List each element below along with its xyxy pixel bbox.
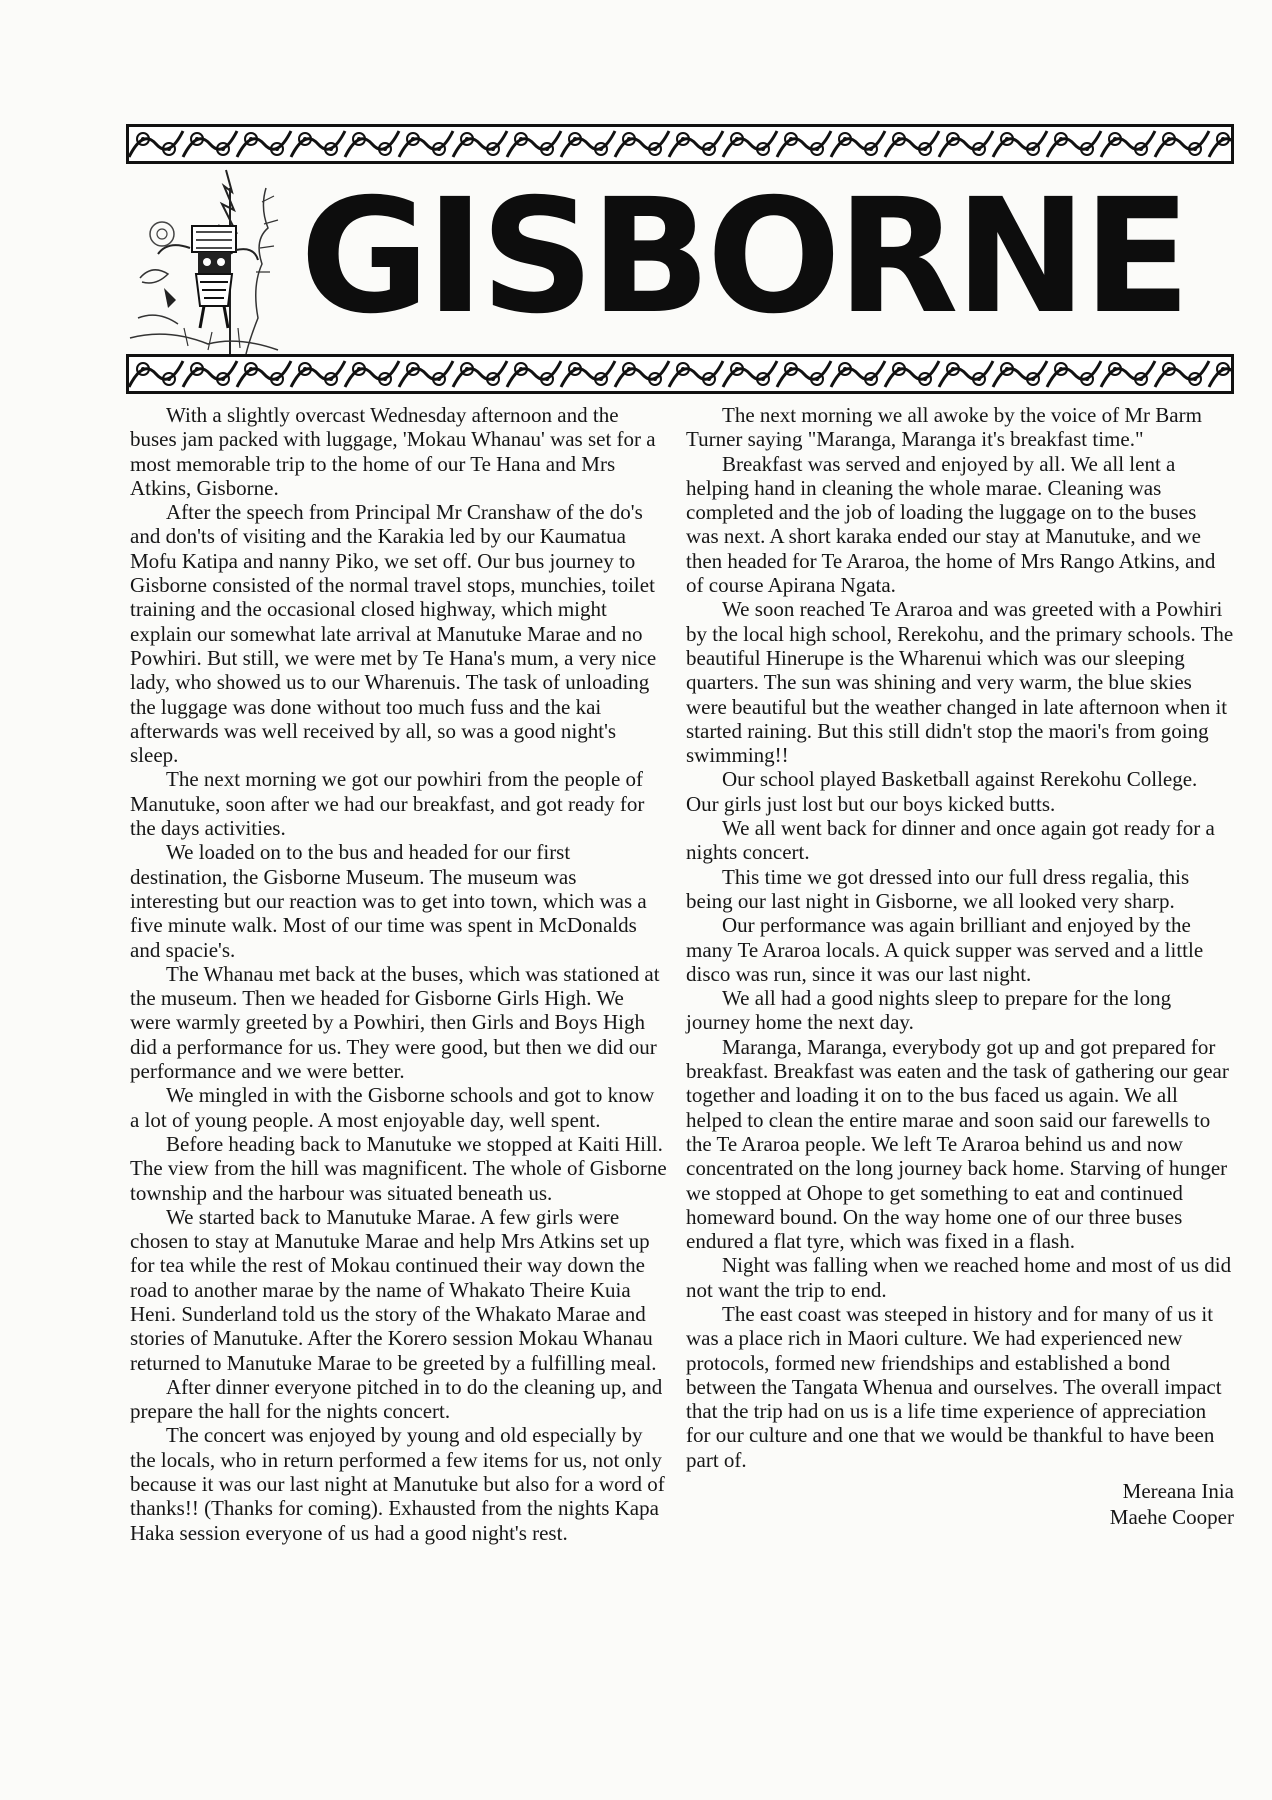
kowhaiwhai-motif [1155,361,1209,387]
author-name: Maehe Cooper [1109,1505,1234,1530]
kowhaiwhai-motif [129,361,183,387]
paragraph: With a slightly overcast Wednesday afternoon and the buses jam packed with luggage, 'Mokau Whanau' was set for a most memorable trip to the home of our Te Hana and Mrs Atkins, Gisborne. [130,403,656,500]
kowhaiwhai-motif [345,131,399,157]
paragraph: Breakfast was served and enjoyed by all. We all lent a helping hand in cleaning the whole marae. Cleaning was completed and the job of loading the luggage on to the buses was next. A short karaka ended our stay at Manutuke, and we then headed for Te Araroa, the home of Mrs Rango Atkins, and of course Apirana Ngata. [686,451,1216,598]
kowhaiwhai-motif [183,361,237,387]
kowhaiwhai-motif [291,361,345,387]
author-name: Mereana Inia [1122,1479,1234,1504]
kowhaiwhai-motif [561,131,615,157]
kowhaiwhai-motif [1209,131,1231,157]
kowhaiwhai-motif [669,131,723,157]
kowhaiwhai-motif [399,361,453,387]
paragraph: The concert was enjoyed by young and old especially by the locals, who in return performed a few items for us, not only because it was our last night at Manutuke but also for a word of thanks!! (Thanks for coming). Exhausted from the nights Kapa Haka session everyone of us had a good night's rest. [130,1423,665,1545]
paragraph: We mingled in with the Gisborne schools and got to know a lot of young people. A most enjoyable day, well spent. [130,1083,655,1132]
kowhaiwhai-motif [345,361,399,387]
kowhaiwhai-motif [993,361,1047,387]
kowhaiwhai-motif [723,361,777,387]
paragraph: Night was falling when we reached home and most of us did not want the trip to end. [686,1253,1232,1302]
paragraph: After dinner everyone pitched in to do the cleaning up, and prepare the hall for the nights concert. [130,1374,663,1424]
kowhaiwhai-motif [453,361,507,387]
kowhaiwhai-motif [723,131,777,157]
paragraph: Maranga, Maranga, everybody got up and got prepared for breakfast. Breakfast was eaten and the task of gathering our gear together and loading it on to the bus faced us again. We all helped to clean the entire marae and soon said our farewells to the Te Araroa people. We left Te Araroa behind us and now concentrated on the long journey back home. Starving of hunger we stopped at Ohope to get something to eat and continued homeward bound. On the way home one of our three buses endured a flat tyre, which was fixed in a flash. [686,1034,1229,1254]
kowhaiwhai-motif [939,361,993,387]
kowhaiwhai-motif [561,361,615,387]
kowhaiwhai-motif [1047,131,1101,157]
paragraph: Before heading back to Manutuke we stopped at Kaiti Hill. The view from the hill was magnificent. The whole of Gisborne township and the harbour was situated beneath us. [130,1131,667,1205]
kowhaiwhai-motif [237,131,291,157]
kowhaiwhai-motif [399,131,453,157]
kowhaiwhai-motif [939,131,993,157]
kowhaiwhai-motif [885,131,939,157]
article-title: GISBORNE [300,172,1187,342]
carved-figure-illustration [128,168,290,354]
kowhaiwhai-motif [183,131,237,157]
paragraph: The next morning we all awoke by the voice of Mr Barm Turner saying "Maranga, Maranga it's breakfast time." [686,403,1202,452]
paragraph: Our performance was again brilliant and enjoyed by the many Te Araroa locals. A quick supper was served and a little disco was run, since it was our last night. [686,913,1204,986]
kowhaiwhai-motif [1047,361,1101,387]
kowhaiwhai-motif [129,131,183,157]
kowhaiwhai-motif [777,361,831,387]
article-column-right [686,403,1234,1530]
paragraph: After the speech from Principal Mr Cranshaw of the do's and don'ts of visiting and the Karakia led by our Kaumatua Mofu Katipa and nanny Piko, we set off. Our bus journey to Gisborne consisted of the normal travel stops, munchies, toilet training and the occasional closed highway, which might explain our somewhat late arrival at Manutuke Marae and no Powhiri. But still, we were met by Te Hana's mum, a very nice lady, who showed us to our Wharenuis. The task of unloading the luggage was done without too much fuss and the kai afterwards was well received by all, so was a good night's sleep. [130,500,657,768]
author-signature [686,1478,1234,1530]
kowhaiwhai-motif [885,361,939,387]
kowhaiwhai-motif [453,131,507,157]
kowhaiwhai-motif [237,361,291,387]
kowhaiwhai-motif [831,131,885,157]
paragraph: We all had a good nights sleep to prepare for the long journey home the next day. [686,986,1172,1035]
paragraph: We soon reached Te Araroa and was greeted with a Powhiri by the local high school, Rerekohu, and the primary schools. The beautiful Hinerupe is the Wharenui which was our sleeping quarters. The sun was shining and very warm, the blue skies were beautiful but the weather changed in late afternoon when it started raining. But this still didn't stop the maori's from going swimming!! [686,597,1234,768]
kowhaiwhai-motif [1101,131,1155,157]
paragraph: Our school played Basketball against Rerekohu College. Our girls just lost but our boys kicked butts. [686,767,1198,816]
top-kowhaiwhai-border [126,124,1234,164]
bottom-kowhaiwhai-border [126,354,1234,394]
kowhaiwhai-motif [1209,361,1231,387]
kowhaiwhai-motif [669,361,723,387]
kowhaiwhai-motif [993,131,1047,157]
paragraph: This time we got dressed into our full dress regalia, this being our last night in Gisborne, we all looked very sharp. [686,864,1190,913]
article-column-left [130,403,668,1545]
kowhaiwhai-motif [291,131,345,157]
kowhaiwhai-motif [615,131,669,157]
paragraph: We all went back for dinner and once again got ready for a nights concert. [686,816,1215,865]
kowhaiwhai-motif [1155,131,1209,157]
paragraph: The Whanau met back at the buses, which was stationed at the museum. Then we headed for Gisborne Girls High. We were warmly greeted by a Powhiri, then Girls and Boys High did a performance for us. They were good, but then we did our performance and we were better. [130,961,660,1084]
kowhaiwhai-motif [777,131,831,157]
paragraph: We loaded on to the bus and headed for our first destination, the Gisborne Museum. The museum was interesting but our reaction was to get into town, which was a five minute walk. Most of our time was spent in McDonalds and spacie's. [130,840,647,962]
kowhaiwhai-motif [615,361,669,387]
kowhaiwhai-motif [507,131,561,157]
paragraph: The next morning we got our powhiri from the people of Manutuke, soon after we had our breakfast, and got ready for the days activities. [130,767,645,841]
kowhaiwhai-motif [831,361,885,387]
paragraph: The east coast was steeped in history and for many of us it was a place rich in Maori culture. We had experienced new protocols, formed new friendships and established a bond between the Tangata Whenua and ourselves. The overall impact that the trip had on us is a life time experience of appreciation for our culture and one that we would be thankful to have been part of. [686,1301,1222,1472]
kowhaiwhai-motif [507,361,561,387]
paragraph: We started back to Manutuke Marae. A few girls were chosen to stay at Manutuke Marae and help Mrs Atkins set up for tea while the rest of Mokau continued their way down the road to another marae by the name of Whakato Theire Kuia Heni. Sunderland told us the story of the Whakato Marae and stories of Manutuke. After the Korero session Mokau Whanau returned to Manutuke Marae to be greeted by a fulfilling meal. [130,1204,657,1375]
kowhaiwhai-motif [1101,361,1155,387]
